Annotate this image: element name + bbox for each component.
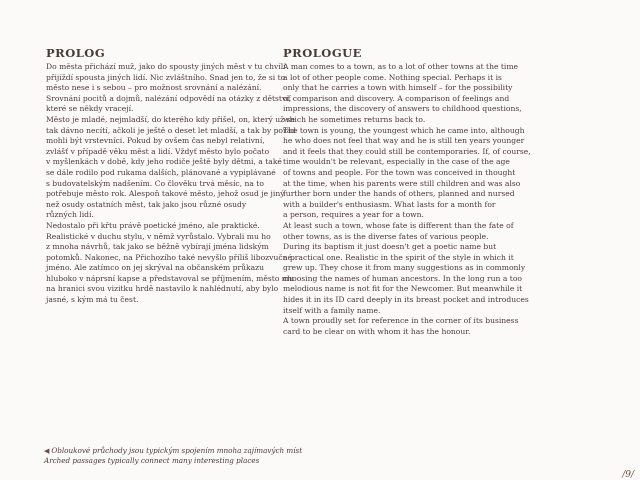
caption-czech-text: Obloukové průchody jsou typickým spojením mnoha zajímavých míst xyxy=(51,446,303,455)
text-line: grew up. They chose it from many suggestions as in commonly xyxy=(283,263,526,273)
left-body xyxy=(46,62,297,306)
text-line: of towns and people. For the town was conceived in thought xyxy=(283,167,516,177)
text-line: mohli být vrstevníci. Pokud by ovšem čas nebyl relativní, xyxy=(46,136,265,146)
text-line: než osudy ostatních měst, tak jako jsou různé osudy xyxy=(46,199,247,209)
text-line: card to be clear on with whom it has the honour. xyxy=(283,326,471,336)
text-line: A town proudly set for reference in the corner of its business xyxy=(283,316,519,326)
text-line: v myšlenkách v době, kdy jeho rodiče ještě byly dětmi, a také xyxy=(46,157,282,167)
text-line: choosing the names of human ancestors. In the long run a too xyxy=(283,273,522,283)
text-line: se dále rodilo pod rukama dalších, plánované a vypiplávané xyxy=(46,167,276,177)
text-line: Do města přichází muž, jako do spousty jiných měst v tu chvíli xyxy=(46,62,286,71)
text-line: time wouldn't be relevant, especially in the case of the age xyxy=(283,157,510,167)
left-column-czech xyxy=(46,46,297,306)
text-line: město nese i s sebou – pro možnost srovnání a nalézání. xyxy=(46,83,262,93)
text-line: s budovatelským nadšením. Co člověku trvá měsíc, na to xyxy=(46,178,264,188)
text-line: které se někdy vracejí. xyxy=(46,104,134,114)
text-line: During its baptism it just doesn't get a poetic name but xyxy=(283,242,497,252)
text-line: At least such a town, whose fate is different than the fate of xyxy=(283,220,514,230)
left-title: PROLOG xyxy=(46,46,106,60)
photo-caption xyxy=(44,446,302,466)
caption-line-english xyxy=(44,456,302,466)
text-line: Město je mladé, nejmladší, do kterého kdy přišel, on, který už se xyxy=(46,114,295,124)
right-title: PROLOGUE xyxy=(283,46,362,60)
right-column-english xyxy=(283,46,531,337)
text-line: A man comes to a town, as to a lot of other towns at the time xyxy=(283,62,519,71)
text-line: only that he carries a town with himself – for the possibility xyxy=(283,83,513,93)
text-line: a lot of other people come. Nothing special. Perhaps it is xyxy=(283,72,502,82)
text-line: of comparison and discovery. A comparison of feelings and xyxy=(283,93,510,103)
text-line: Realistické v duchu stylu, v němž vyrůstalo. Vybrali mu ho xyxy=(46,231,271,241)
caption-line-czech xyxy=(44,446,302,456)
text-line: other towns, as is the diverse fates of various people. xyxy=(283,231,489,241)
text-line: which he sometimes returns back to. xyxy=(283,114,426,124)
text-line: melodious name is not fit for the Newcomer. But meanwhile it xyxy=(283,284,523,294)
text-line: tak dávno necítí, ačkoli je ještě o deset let mladší, a tak by pořád xyxy=(46,125,297,135)
text-line: na hranici svou vizitku hrdě nastavilo k nahlédnutí, aby bylo xyxy=(46,284,279,294)
text-line: itself with a family name. xyxy=(283,305,381,315)
right-body xyxy=(283,62,531,337)
text-line: hides it in its ID card deeply in its breast pocket and introduces xyxy=(283,295,529,305)
text-line: The town is young, the youngest which he came into, although xyxy=(283,125,525,135)
text-line: impressions, the discovery of answers to childhood questions, xyxy=(283,104,522,114)
text-line: Srovnání pocitů a dojmů, nalézání odpovědí na otázky z dětství, xyxy=(46,93,292,103)
text-line: a person, requires a year for a town. xyxy=(283,210,424,220)
caption-english-text: Arched passages typically connect many interesting places xyxy=(44,456,260,465)
text-line: with a builder's enthusiasm. What lasts for a month for xyxy=(283,199,496,209)
text-line: potomků. Nakonec, na Přichozího také nevyšlo příliš libozvučné xyxy=(46,252,292,262)
text-line: he who does not feel that way and he is still ten years younger xyxy=(283,136,525,146)
text-line: různých lidí. xyxy=(46,210,94,220)
text-line: hluboko v náprsní kapse a představoval se příjmením, město mu xyxy=(46,273,294,283)
text-line: zvlášť v případě věku měst a lidí. Vždyť město bylo počato xyxy=(46,146,270,156)
text-line: z mnoha návrhů, tak jako se běžně vybírají jména lidským xyxy=(46,242,269,252)
text-line: further born under the hands of others, planned and nursed xyxy=(283,189,515,199)
text-line: Nedostalo při křtu právě poetické jméno, ale praktické. xyxy=(46,220,260,230)
triangle-left-icon: ◀ xyxy=(44,447,50,455)
text-line: přijíždí spousta jiných lidí. Nic zvláštního. Snad jen to, že si to xyxy=(46,72,286,82)
text-line: a practical one. Realistic in the spirit of the style in which it xyxy=(283,252,514,262)
text-line: at the time, when his parents were still children and was also xyxy=(283,178,521,188)
text-line: and it feels that they could still be contemporaries. If, of course, xyxy=(283,146,531,156)
page-number: /9/ xyxy=(622,470,634,480)
text-line: jasné, s kým má tu čest. xyxy=(46,295,139,305)
text-line: potřebuje město rok. Alespoň takové město, jehož osud je jiný xyxy=(46,189,285,199)
text-line: jméno. Ale zatímco on jej skrýval na občanském průkazu xyxy=(46,263,264,273)
